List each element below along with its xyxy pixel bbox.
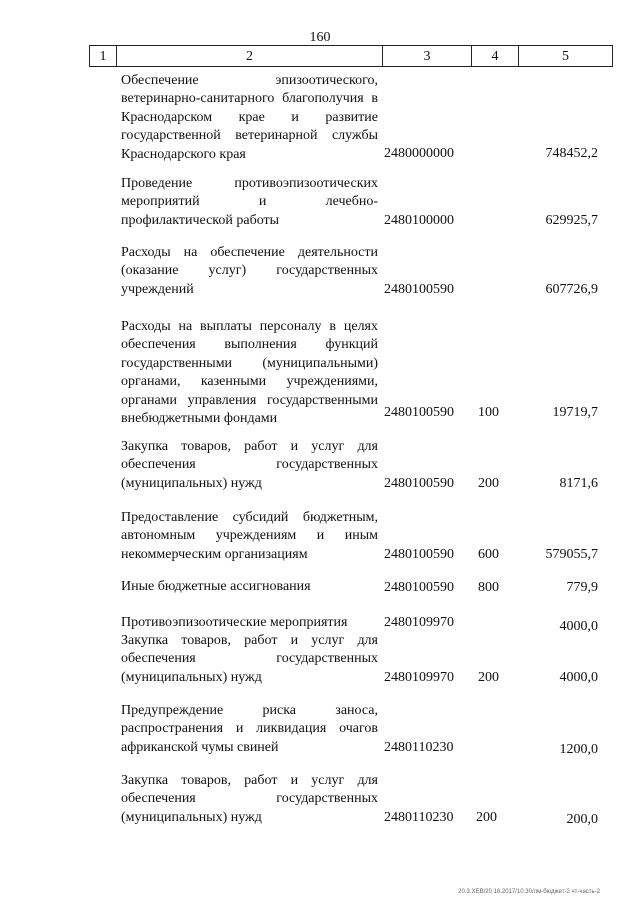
row-description: Закупка товаров, работ и услуг для обеспечения государственных (муниципальных) нужд	[121, 633, 378, 685]
row-description: Закупка товаров, работ и услуг для обеспечения государственных (муниципальных) нужд	[121, 773, 378, 825]
row-description: Предоставление субсидий бюджетным, автономным учреждениям и иным некоммерческим организациям	[121, 510, 378, 562]
row-value: 1200,0	[559, 742, 598, 757]
row-code: 2480100000	[384, 213, 454, 228]
row-code: 2480100590	[384, 282, 454, 297]
row-value: 748452,2	[545, 146, 598, 161]
header-col-4: 4	[471, 46, 518, 66]
table-header	[89, 45, 613, 67]
row-value: 779,9	[566, 580, 598, 595]
row-description: Проведение противоэпизоотических мероприятий и лечебно-профилактической работы	[121, 176, 378, 228]
row-description: Обеспечение эпизоотического, ветеринарно-санитарного благополучия в Краснодарском крае и развитие государственной ветеринарной службы Краснодарского края	[121, 73, 378, 162]
row-code: 2480110230	[384, 810, 454, 825]
header-col-2: 2	[116, 46, 382, 66]
row-value: 8171,6	[559, 476, 598, 491]
page-number: 160	[309, 30, 331, 45]
row-code: 2480100590	[384, 547, 454, 562]
row-description: Закупка товаров, работ и услуг для обеспечения государственных (муниципальных) нужд	[121, 439, 378, 491]
row-value: 4000,0	[559, 619, 598, 634]
header-col-3: 3	[382, 46, 471, 66]
row-type: 200	[478, 476, 499, 491]
row-value: 607726,9	[545, 282, 598, 297]
header-col-1: 1	[99, 49, 107, 64]
row-code: 2480100590	[384, 476, 454, 491]
row-code: 2480110230	[384, 740, 454, 755]
row-value: 19719,7	[552, 405, 598, 420]
row-value: 200,0	[566, 812, 598, 827]
row-code: 2480109970	[384, 670, 454, 685]
footer-file-path: 20.3.XEB/20 16.2017/10.30/лм-бюджет-2 чт-часть-2	[458, 889, 600, 895]
header-col-5: 5	[518, 46, 612, 66]
row-description: Расходы на выплаты персоналу в целях обеспечения выполнения функций государственными (муниципальными) органами, казенными учреждениями, органами управления государственными внебюджетными фондами	[121, 319, 378, 427]
row-value: 4000,0	[559, 670, 598, 685]
row-value: 629925,7	[545, 213, 598, 228]
row-code: 2480000000	[384, 146, 454, 161]
row-description: Расходы на обеспечение деятельности (оказание услуг) государственных учреждений	[121, 245, 378, 297]
row-code: 2480100590	[384, 580, 454, 595]
row-type: 100	[478, 405, 499, 420]
row-description: Иные бюджетные ассигнования	[121, 579, 311, 594]
row-type: 200	[478, 670, 499, 685]
row-type: 600	[478, 547, 499, 562]
row-code: 2480109970	[384, 615, 454, 630]
row-value: 579055,7	[545, 547, 598, 562]
row-type: 200	[476, 810, 497, 825]
row-type: 800	[478, 580, 499, 595]
row-description: Противоэпизоотические мероприятия	[121, 615, 348, 630]
row-code: 2480100590	[384, 405, 454, 420]
row-description: Предупреждение риска заноса, распространения и ликвидация очагов африканской чумы свиней	[121, 703, 378, 755]
